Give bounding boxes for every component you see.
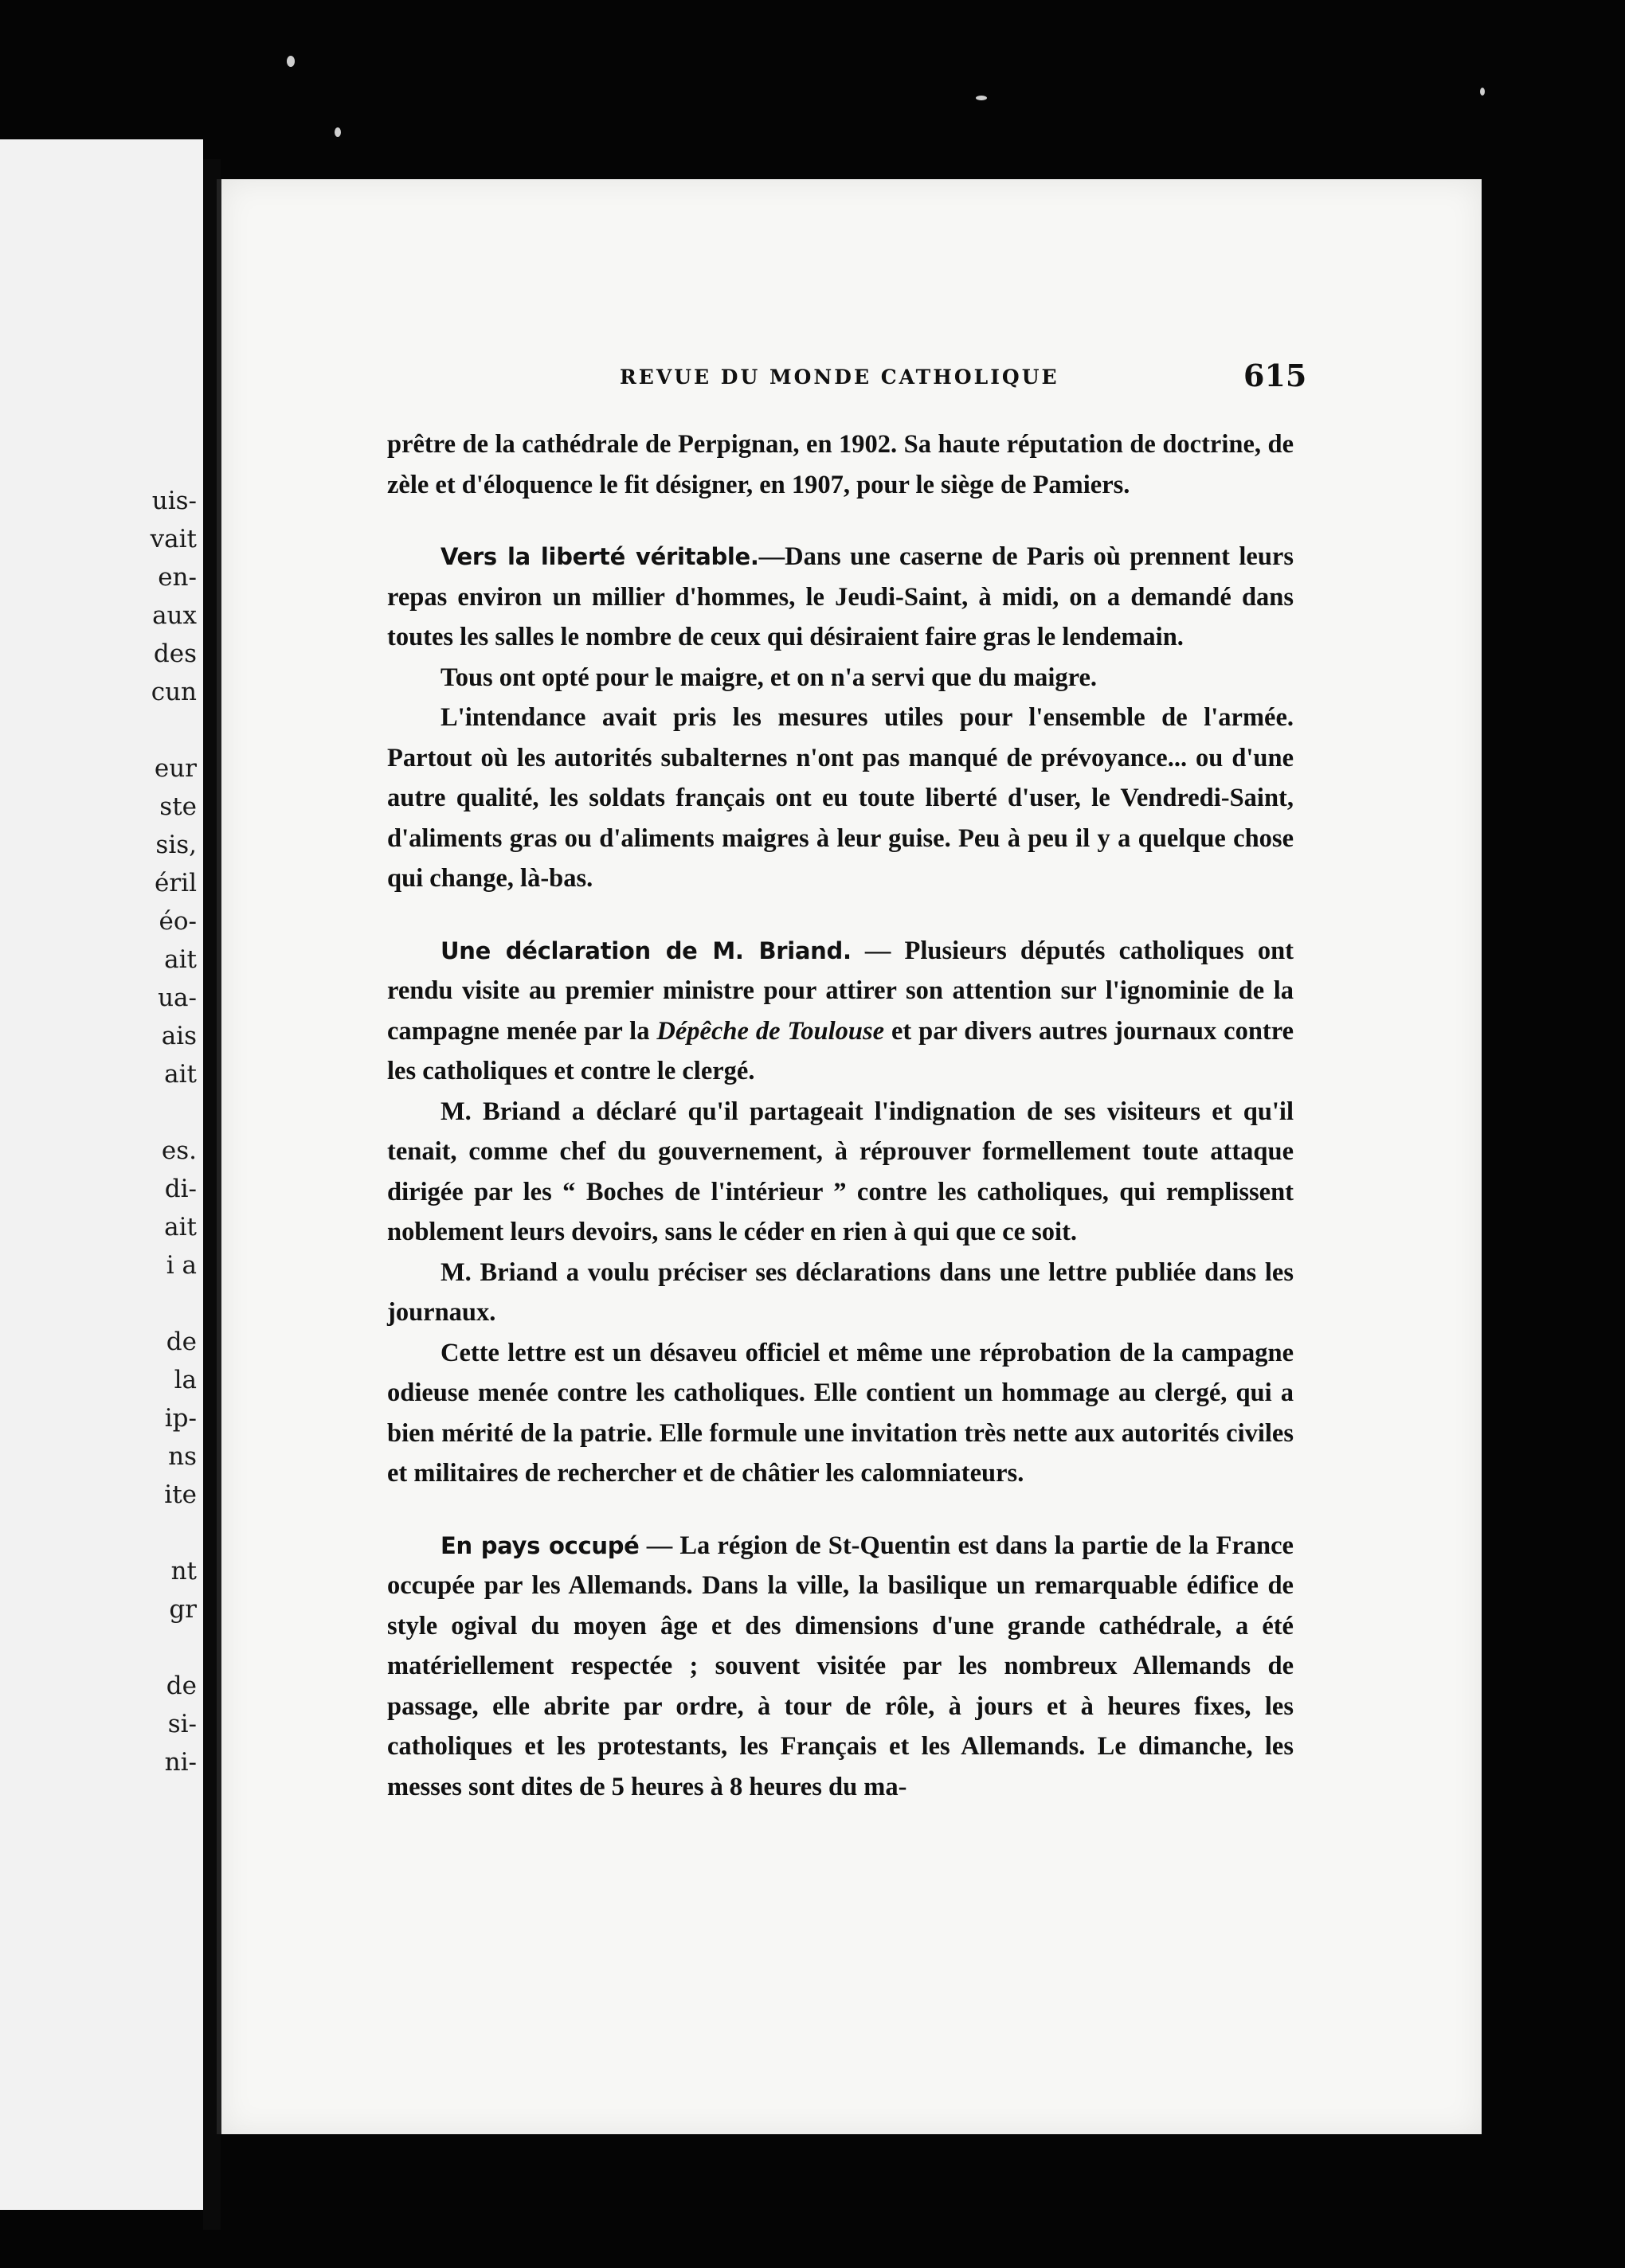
journal-title: REVUE DU MONDE CATHOLIQUE	[620, 366, 1059, 389]
section-heading-liberte: Vers la liberté véritable.	[441, 543, 759, 570]
facing-page-line-endings	[101, 482, 197, 1781]
facing-page-fragment: ait	[164, 945, 197, 974]
facing-page-fragment: ns	[168, 1442, 197, 1471]
facing-page-fragment: la	[174, 1366, 197, 1394]
facing-page-fragment	[101, 711, 197, 749]
paragraph: M. Briand a déclaré qu'il partageait l'indignation de ses visiteurs et qu'il tenait, comme chef du gouvernement, à réprouver formellement toute attaque dirigée par les “ Boches de l'intérieur ” contre les catholiques, qui remplissent noblement leurs devoirs, sans le céder en rien à qui que ce soit.	[387, 1097, 1294, 1246]
section-pays-occupe-paragraph	[387, 1526, 1294, 1808]
facing-page-fragment: uis-	[151, 487, 197, 515]
facing-page-fragment: ait	[164, 1213, 197, 1242]
section-briand-text-b: et par divers autres journaux contre les catholiques et contre le clergé.	[387, 1016, 1294, 1085]
section-heading-pays-occupe: En pays occupé	[441, 1531, 640, 1559]
section-heading-briand: Une déclaration de M. Briand.	[441, 937, 852, 964]
facing-page-fragment: ni-	[164, 1748, 197, 1777]
facing-page-fragment: cun	[151, 678, 197, 706]
paragraph: L'intendance avait pris les mesures utiles pour l'ensemble de l'armée. Partout où les autorités subalternes n'ont pas manqué de prévoyance... ou d'une autre qualité, les soldats français ont eu toute liberté d'user, le Vendredi-Saint, d'aliments gras ou d'aliments maigres à leur guise. Peu à peu il y a quelque chose qui change, là-bas.	[387, 703, 1294, 893]
facing-page-fragment	[101, 1514, 197, 1552]
opening-paragraph: prêtre de la cathédrale de Perpignan, en 1902. Sa haute réputation de doctrine, de zèle et d'éloquence le fit désigner, en 1907, pour le siège de Pamiers.	[387, 430, 1294, 499]
facing-page-fragment: i a	[166, 1251, 197, 1280]
scan-speck	[287, 56, 295, 67]
facing-page-fragment: si-	[167, 1710, 197, 1738]
facing-page-fragment: éo-	[159, 907, 197, 936]
facing-page-fragment: di-	[164, 1175, 197, 1203]
article-body	[387, 424, 1294, 1807]
paragraph: Tous ont opté pour le maigre, et on n'a servi que du maigre.	[441, 663, 1097, 692]
scan-speck	[976, 96, 987, 100]
scan-speck	[1480, 88, 1485, 96]
facing-page-fragment: ait	[164, 1060, 197, 1089]
facing-page-fragment: nt	[170, 1557, 197, 1586]
facing-page-fragment: vait	[150, 525, 197, 553]
facing-page-fragment: ip-	[164, 1404, 197, 1433]
facing-page-fragment: ais	[161, 1022, 197, 1050]
page-number: 615	[1243, 358, 1307, 393]
facing-page-fragment	[101, 1093, 197, 1132]
facing-page-fragment: éril	[155, 869, 197, 897]
facing-page-fragment: de	[166, 1328, 197, 1356]
section-briand-text-a: — Plusieurs députés catholiques ont rendu visite au premier ministre pour attirer son attention sur l'ignominie de la campagne menée par la	[387, 936, 1294, 1046]
facing-page-fragment: aux	[152, 601, 197, 630]
page-615	[217, 179, 1482, 2134]
facing-page-fragment: gr	[169, 1595, 197, 1624]
section-pays-occupe-text: — La région de St-Quentin est dans la partie de la France occupée par les Allemands. Dans la ville, la basilique un remarquable édifice de style ogival du moyen âge et des dimensions d'une grande cathédrale, a été matériellement respectée ; souvent visitée par les nombreux Allemands de passage, elle abrite par ordre, à tour de rôle, à jours et à heures fixes, les catholiques et les protestants, les Français et les Allemands. Le dimanche, les messes sont dites de 5 heures à 8 heures du ma-	[387, 1531, 1294, 1801]
facing-page-fragment	[101, 1285, 197, 1323]
facing-page-fragment: ua-	[158, 983, 197, 1012]
facing-page-fragment: ite	[164, 1480, 197, 1509]
facing-page-fragment: es.	[161, 1136, 197, 1165]
newspaper-title: Dépêche de Toulouse	[656, 1016, 885, 1046]
scan-speck	[335, 127, 341, 137]
paragraph: M. Briand a voulu préciser ses déclarations dans une lettre publiée dans les journaux.	[387, 1257, 1294, 1327]
facing-page-left	[0, 139, 203, 2210]
section-liberte-paragraph	[387, 537, 1294, 658]
facing-page-fragment: ste	[159, 792, 197, 821]
facing-page-fragment: sis,	[155, 831, 197, 859]
facing-page-fragment	[101, 1629, 197, 1667]
facing-page-fragment: de	[166, 1672, 197, 1700]
section-briand-paragraph	[387, 931, 1294, 1092]
facing-page-fragment: en-	[158, 563, 197, 592]
section-liberte-text: —Dans une caserne de Paris où prennent leurs repas environ un millier d'hommes, le Jeudi-Saint, à midi, on a demandé dans toutes les salles le nombre de ceux qui désiraient faire gras le lendemain.	[387, 542, 1294, 651]
facing-page-fragment: eur	[154, 754, 197, 783]
paragraph: Cette lettre est un désaveu officiel et même une réprobation de la campagne odieuse menée contre les catholiques. Elle contient un hommage au clergé, qui a bien mérité de la patrie. Elle formule une invitation très nette aux autorités civiles et militaires de rechercher et de châtier les calomniateurs.	[387, 1338, 1294, 1488]
facing-page-fragment: des	[153, 639, 197, 668]
